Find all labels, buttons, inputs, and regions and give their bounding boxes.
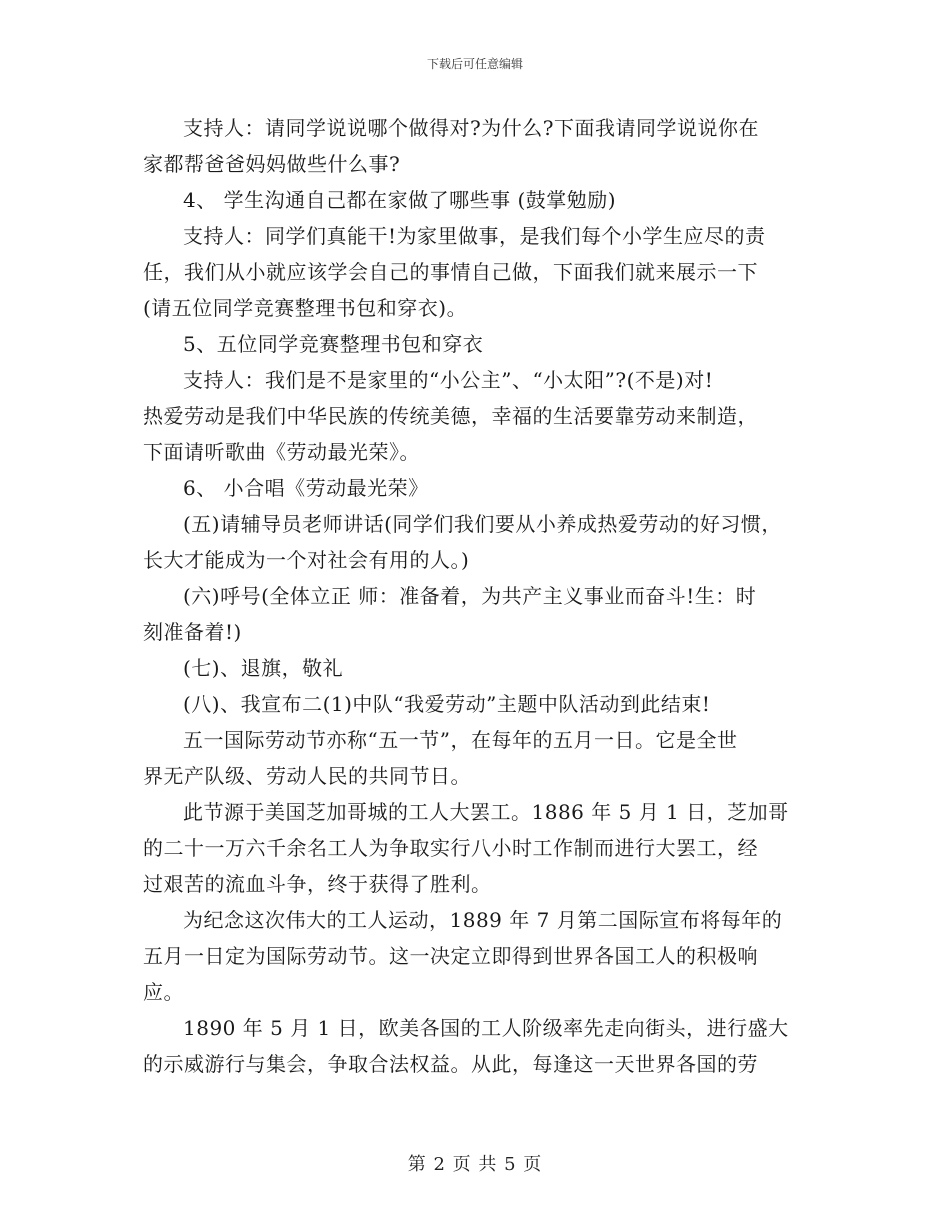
- paragraph-line: 界无产队级、劳动人民的共同节日。: [143, 764, 471, 788]
- header-text: 下载后可任意编辑: [426, 57, 523, 71]
- paragraph-line: (八)、我宣布二(1)中队“我爱劳动”主题中队活动到此结束!: [183, 692, 711, 716]
- paragraph-line: (六)呼号(全体立正 师：准备着，为共产主义事业而奋斗!生：时: [183, 584, 757, 608]
- paragraph: [143, 362, 823, 470]
- paragraph-line: (请五位同学竞赛整理书包和穿衣)。: [143, 296, 468, 320]
- paragraph: [143, 902, 823, 1010]
- paragraph-line: 五月一日定为国际劳动节。这一决定立即得到世界各国工人的积极响: [143, 944, 758, 968]
- paragraph: [143, 470, 823, 506]
- paragraph: [143, 578, 823, 650]
- paragraph-line: 为纪念这次伟大的工人运动，1889 年 7 月第二国际宣布将每年的: [183, 908, 783, 932]
- paragraph-line: 支持人：请同学说说哪个做得对?为什么?下面我请同学说说你在: [183, 116, 759, 140]
- paragraph-line: 应。: [143, 980, 184, 1004]
- paragraph: [143, 326, 823, 362]
- paragraph-line: 支持人：我们是不是家里的“小公主”、“小太阳”?(不是)对!: [183, 368, 714, 392]
- paragraph-line: (七)、退旗，敬礼: [183, 656, 344, 680]
- paragraph: [143, 182, 823, 218]
- paragraph-line: 1890 年 5 月 1 日，欧美各国的工人阶级率先走向街头，进行盛大: [183, 1016, 789, 1040]
- paragraph-line: 此节源于美国芝加哥城的工人大罢工。1886 年 5 月 1 日，芝加哥: [183, 800, 789, 824]
- paragraph-line: 刻准备着!): [143, 620, 242, 644]
- page-footer: [0, 1150, 950, 1176]
- paragraph-line: 任，我们从小就应该学会自己的事情自己做，下面我们就来展示一下: [143, 260, 758, 284]
- paragraph-line: 的示威游行与集会，争取合法权益。从此，每逢这一天世界各国的劳: [143, 1052, 758, 1076]
- page-number: 第 2 页 共 5 页: [407, 1154, 543, 1175]
- paragraph-line: 长大才能成为一个对社会有用的人。): [143, 548, 470, 572]
- paragraph: [143, 686, 823, 722]
- paragraph: [143, 218, 823, 326]
- document-body: [143, 110, 823, 1082]
- paragraph-line: 五一国际劳动节亦称“五一节”，在每年的五月一日。它是全世: [183, 728, 738, 752]
- paragraph: [143, 1010, 823, 1082]
- paragraph-line: 的二十一万六千余名工人为争取实行八小时工作制而进行大罢工，经: [143, 836, 758, 860]
- paragraph: [143, 650, 823, 686]
- paragraph-line: 6、 小合唱《劳动最光荣》: [183, 476, 429, 500]
- paragraph: [143, 722, 823, 794]
- paragraph-line: 热爱劳动是我们中华民族的传统美德，幸福的生活要靠劳动来制造，: [143, 404, 758, 428]
- paragraph-line: 4、 学生沟通自己都在家做了哪些事 (鼓掌勉励): [183, 188, 617, 212]
- paragraph: [143, 110, 823, 182]
- paragraph: [143, 506, 823, 578]
- paragraph-line: 支持人：同学们真能干!为家里做事，是我们每个小学生应尽的责: [183, 224, 766, 248]
- page-header: [0, 55, 950, 72]
- paragraph-line: (五)请辅导员老师讲话(同学们我们要从小养成热爱劳动的好习惯，: [183, 512, 782, 536]
- paragraph-line: 家都帮爸爸妈妈做些什么事?: [143, 152, 401, 176]
- paragraph: [143, 794, 823, 902]
- paragraph-line: 5、五位同学竞赛整理书包和穿衣: [183, 332, 484, 356]
- paragraph-line: 下面请听歌曲《劳动最光荣》。: [143, 440, 420, 464]
- paragraph-line: 过艰苦的流血斗争，终于获得了胜利。: [143, 872, 492, 896]
